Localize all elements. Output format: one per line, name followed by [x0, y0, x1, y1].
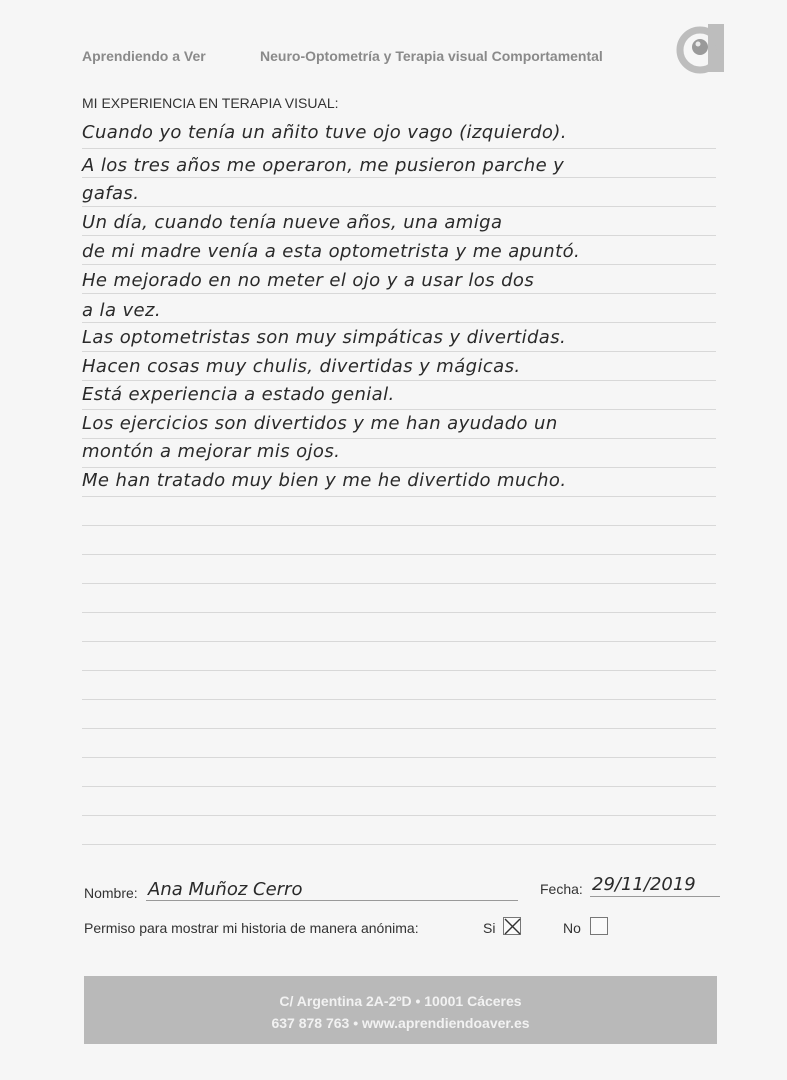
handwritten-line: Las optometristas son muy simpáticas y divertidas. — [82, 327, 567, 348]
header-subtitle: Neuro-Optometría y Terapia visual Comportamental — [260, 48, 603, 64]
handwritten-line: gafas. — [82, 183, 140, 204]
footer-address: C/ Argentina 2A-2ºD • 10001 Cáceres — [279, 993, 522, 1009]
ruled-line — [82, 815, 716, 816]
ruled-line — [82, 496, 716, 497]
handwritten-line: Hacen cosas muy chulis, divertidas y mágicas. — [82, 356, 521, 377]
permission-label: Permiso para mostrar mi historia de manera anónima: — [84, 920, 419, 936]
ruled-line — [82, 467, 716, 468]
ruled-line — [82, 757, 716, 758]
ruled-line — [82, 844, 716, 845]
handwritten-line: He mejorado en no meter el ojo y a usar los dos — [82, 270, 535, 291]
ruled-line — [82, 525, 716, 526]
name-underline — [146, 900, 518, 901]
name-value[interactable]: Ana Muñoz Cerro — [148, 879, 303, 900]
date-value[interactable]: 29/11/2019 — [592, 874, 696, 895]
yes-checkbox[interactable] — [503, 917, 521, 935]
eye-logo-icon — [674, 20, 730, 76]
no-label: No — [563, 920, 581, 936]
ruled-line — [82, 148, 716, 149]
ruled-line — [82, 322, 716, 323]
handwritten-line: Un día, cuando tenía nueve años, una amiga — [82, 212, 503, 233]
handwritten-line: montón a mejorar mis ojos. — [82, 441, 341, 462]
ruled-line — [82, 670, 716, 671]
ruled-line — [82, 235, 716, 236]
handwritten-line: a la vez. — [82, 300, 162, 321]
yes-label: Si — [483, 920, 496, 936]
ruled-line — [82, 583, 716, 584]
ruled-line — [82, 264, 716, 265]
ruled-line — [82, 409, 716, 410]
handwritten-line: A los tres años me operaron, me pusieron parche y — [82, 155, 565, 176]
x-mark-icon — [504, 918, 522, 936]
ruled-line — [82, 728, 716, 729]
ruled-line — [82, 786, 716, 787]
handwritten-line: Cuando yo tenía un añito tuve ojo vago (izquierdo). — [82, 122, 567, 143]
ruled-line — [82, 351, 716, 352]
footer-banner — [84, 976, 717, 1044]
header — [82, 46, 662, 70]
ruled-line — [82, 177, 716, 178]
section-title: MI EXPERIENCIA EN TERAPIA VISUAL: — [82, 95, 339, 111]
ruled-line — [82, 699, 716, 700]
ruled-line — [82, 554, 716, 555]
ruled-line — [82, 438, 716, 439]
name-label: Nombre: — [84, 885, 138, 901]
date-underline — [590, 896, 720, 897]
ruled-line — [82, 380, 716, 381]
date-label: Fecha: — [540, 881, 583, 897]
ruled-line — [82, 206, 716, 207]
handwritten-line: de mi madre venía a esta optometrista y me apuntó. — [82, 241, 581, 262]
handwritten-line: Está experiencia a estado genial. — [82, 384, 395, 405]
brand-name: Aprendiendo a Ver — [82, 48, 206, 64]
ruled-line — [82, 612, 716, 613]
handwritten-line: Me han tratado muy bien y me he divertido mucho. — [82, 470, 567, 491]
ruled-line — [82, 293, 716, 294]
no-checkbox[interactable] — [590, 917, 608, 935]
handwritten-line: Los ejercicios son divertidos y me han ayudado un — [82, 413, 558, 434]
ruled-line — [82, 641, 716, 642]
footer-contact[interactable]: 637 878 763 • www.aprendiendoaver.es — [271, 1015, 530, 1031]
